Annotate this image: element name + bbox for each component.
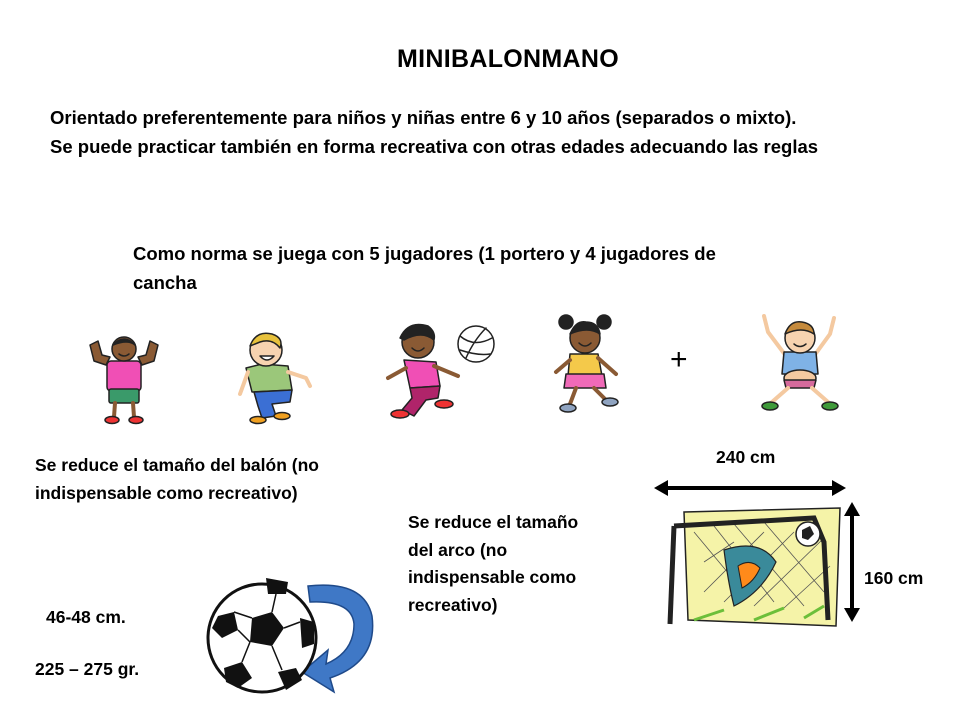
goal-height-label: 160 cm	[864, 568, 924, 588]
height-arrow-icon	[842, 500, 862, 624]
ball-weight-label: 225 – 275 gr.	[35, 659, 140, 679]
intro-line-2: Se puede practicar también en forma recreativa con otras edades adecuando las reglas	[50, 135, 819, 157]
goal-illustration	[664, 502, 846, 630]
players-line-2: cancha	[133, 271, 197, 293]
goal-width-label: 240 cm	[716, 447, 776, 467]
intro-line-1: Orientado preferentemente para niños y niñas entre 6 y 10 años (separados o mixto).	[50, 107, 797, 128]
ball-line-2: indispensable como recreativo)	[35, 482, 298, 503]
ball-line-1: Se reduce el tamaño del balón (no	[35, 455, 319, 475]
goal-line-3: indispensable como	[408, 567, 577, 588]
kid-blonde-boy-illustration	[232, 328, 318, 426]
players-line-1: Como norma se juega con 5 jugadores (1 portero y 4 jugadores de	[133, 243, 716, 264]
goal-line-1: Se reduce el tamaño	[408, 512, 579, 532]
kid-girl-pigtails-illustration	[546, 314, 628, 420]
goal-line-4: recreativo)	[408, 594, 498, 615]
goal-size-paragraph	[408, 509, 578, 620]
page-title: MINIBALONMANO	[397, 45, 619, 73]
plus-sign: +	[670, 343, 688, 376]
ball-size-paragraph	[35, 452, 319, 507]
ball-circumference-label: 46-48 cm.	[46, 607, 126, 627]
kid-goalkeeper-illustration	[758, 312, 842, 416]
goal-line-2: del arco (no	[408, 539, 508, 560]
players-paragraph	[133, 240, 716, 297]
width-arrow-icon	[652, 478, 848, 498]
soccer-ball-illustration	[204, 572, 386, 708]
kid-flexing-illustration	[84, 335, 164, 427]
intro-paragraph	[50, 104, 818, 161]
kid-girl-volleyball-illustration	[374, 316, 502, 428]
